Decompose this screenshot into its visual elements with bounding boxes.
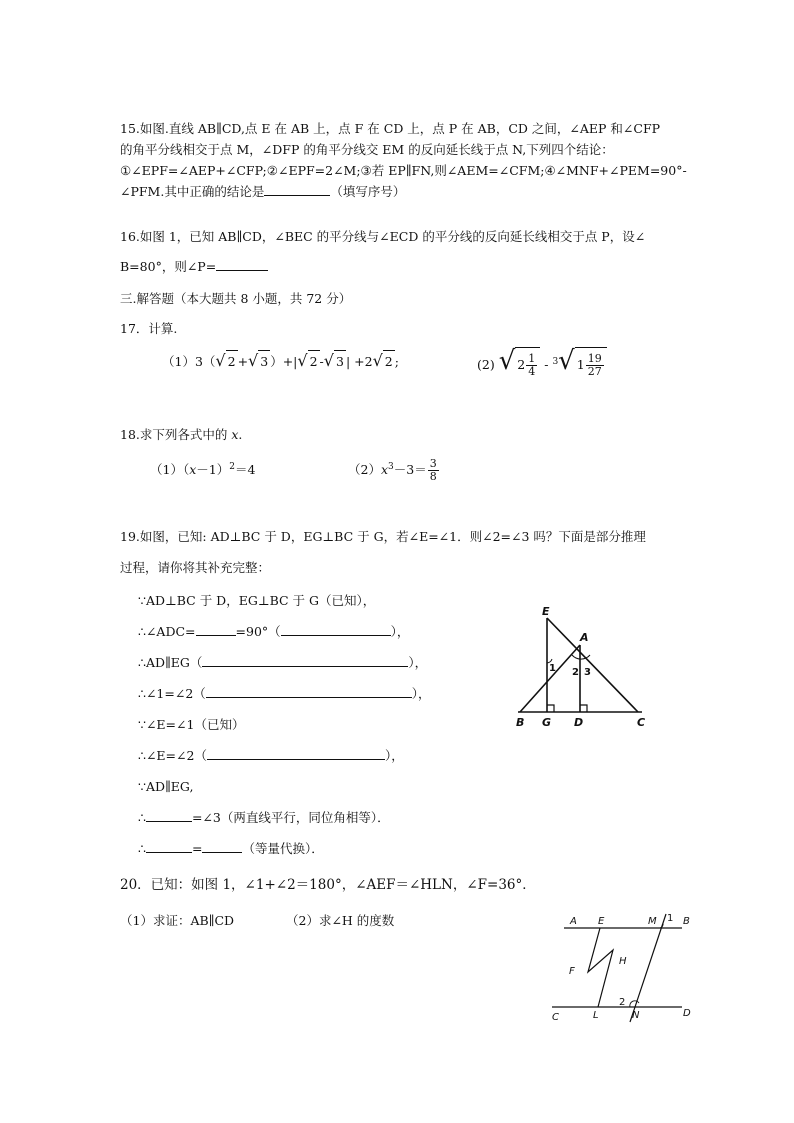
- q18-p2-a: （2）: [348, 462, 381, 478]
- q19-blank-reason-4[interactable]: [207, 747, 385, 760]
- segment-BA: [520, 645, 580, 712]
- q19-blank-reason-1[interactable]: [281, 623, 391, 636]
- q19-line-2: 过程，请你将其补充完整：: [120, 560, 271, 575]
- label-E: E: [542, 605, 550, 618]
- q19-step-7: ∵AD∥EG,: [138, 779, 194, 794]
- q17-p2-whole2: 1: [576, 357, 585, 372]
- q17-p2-label: (2): [477, 357, 495, 372]
- label-B: B: [516, 716, 525, 729]
- arc-angle-2: [630, 1001, 639, 1007]
- q17-p1-radicand-e: 2: [383, 350, 395, 373]
- right-angle-D: [580, 705, 587, 712]
- label-A: A: [580, 631, 589, 644]
- q16-line-2-text: B=80°，则∠P=: [120, 259, 217, 274]
- q19-s9-text: ∴: [138, 841, 146, 856]
- q17-p1-radicand-d: 3: [334, 350, 346, 373]
- q19-figure: [510, 605, 660, 735]
- section-3-title: 三.解答题（本大题共 8 小题，共 72 分）: [120, 291, 352, 306]
- q18-p2-exp: 3: [388, 462, 394, 472]
- q19-step-6: [138, 747, 404, 765]
- q17-p2-fraction-2: [586, 353, 604, 378]
- q17-part-1: [162, 350, 399, 373]
- q15-line-4: [120, 183, 405, 201]
- segment-EC: [547, 618, 638, 712]
- label-M: M: [648, 916, 657, 927]
- sqrt-sign: √: [215, 351, 226, 370]
- q19-s4-end: ），: [411, 686, 431, 701]
- q17-p2-num: 1: [528, 352, 536, 365]
- q17-title: 17．计算.: [120, 321, 178, 336]
- q15-line-4-end: （填写序号）: [330, 184, 406, 199]
- q18-p1-exp: 2: [229, 462, 235, 472]
- q19-step-9: [138, 840, 324, 858]
- q16-line-1: 16.如图 1，已知 AB∥CD，∠BEC 的平分线与∠ECD 的平分线的反向延长线相交于点 P，设∠: [120, 229, 646, 244]
- arc-angle-2-3: [572, 655, 590, 659]
- label-C: C: [637, 716, 646, 729]
- q19-step-1: ∵AD⊥BC 于 D，EG⊥BC 于 G（已知），: [138, 593, 376, 608]
- q19-blank-angle[interactable]: [196, 623, 236, 636]
- right-angle-G: [547, 705, 554, 712]
- label-angle-2: 2: [619, 997, 626, 1008]
- label-angle-2: 2: [572, 667, 579, 678]
- polyline-E-F-H-L: [588, 928, 613, 1007]
- q18-p1-c: ＝4: [234, 462, 256, 478]
- q15-line-3: ①∠EPF=∠AEP+∠CFP;②∠EPF=2∠M;③若 EP∥FN,则∠AEM=∠CFM;④∠MNF+∠PEM=90°-: [120, 163, 687, 178]
- q19-s3-end: ），: [408, 655, 428, 670]
- label-F: F: [569, 966, 575, 977]
- q18-p2-num: 3: [429, 457, 437, 471]
- transversal-MN: [630, 914, 666, 1022]
- label-E: E: [598, 916, 605, 927]
- q19-step-4: [138, 685, 431, 703]
- label-H: H: [619, 956, 627, 967]
- label-G: G: [542, 716, 552, 729]
- label-B: B: [683, 916, 690, 927]
- sqrt-sign: √: [297, 351, 308, 370]
- q15-line-1: 15.如图.直线 AB∥CD,点 E 在 AB 上，点 F 在 CD 上，点 P 在 AB，CD 之间，∠AEP 和∠CFP: [120, 121, 661, 136]
- q18-p1-var: x: [189, 462, 197, 478]
- label-D: D: [683, 1008, 691, 1019]
- q17-p1-radicand-a: 2: [226, 350, 238, 373]
- q18-p1-b: －1）: [196, 462, 230, 478]
- q20-figure: [550, 910, 700, 1025]
- q19-step-2: [138, 623, 409, 641]
- q19-step-8: [138, 809, 390, 827]
- label-N: N: [632, 1010, 640, 1021]
- q17-part-2: [477, 344, 607, 382]
- q17-p2-den2: 27: [587, 365, 602, 378]
- q19-s8-text: ∴: [138, 810, 146, 825]
- q17-p2-num2: 19: [587, 352, 602, 365]
- q19-s6-end: ），: [384, 748, 404, 763]
- label-C: C: [552, 1012, 559, 1023]
- q20-part-1: （1）求证：AB∥CD: [120, 913, 235, 928]
- q19-step-5: ∵∠E=∠1（已知）: [138, 717, 245, 732]
- q19-s9-end: （等量代换）．: [242, 841, 324, 856]
- q16-answer-blank[interactable]: [216, 258, 268, 271]
- q18-part-2: [348, 452, 440, 485]
- q19-s6-text: ∴∠E=∠2（: [138, 748, 207, 763]
- label-L: L: [593, 1010, 599, 1021]
- q19-blank-angle-4[interactable]: [202, 840, 242, 853]
- cube-root-sign: √: [558, 346, 575, 376]
- q19-s3-text: ∴AD∥EG（: [138, 655, 203, 670]
- label-angle-1: 1: [667, 913, 674, 924]
- q18-p2-var: x: [380, 462, 389, 478]
- q17-p1-label: （1）3（: [162, 354, 216, 369]
- q17-p2-radicand-2: [575, 347, 607, 382]
- q18-title-text: 18.求下列各式中的: [120, 427, 232, 442]
- q20-line-1: 20．已知：如图 1，∠1+∠2＝180°，∠AEF＝∠HLN，∠F=36°．: [120, 877, 536, 893]
- q18-title-end: .: [238, 427, 243, 442]
- q19-s8-end: =∠3（两直线平行，同位角相等）．: [191, 810, 390, 825]
- q15-answer-blank[interactable]: [264, 183, 330, 196]
- label-D: D: [574, 716, 584, 729]
- q19-s2-end: ），: [390, 624, 410, 639]
- label-angle-3: 3: [584, 667, 591, 678]
- q19-line-1: 19.如图，已知: AD⊥BC 于 D，EG⊥BC 于 G，若∠E=∠1．则∠2=∠3 吗？下面是部分推理: [120, 529, 646, 544]
- q18-p2-fraction: [428, 458, 439, 483]
- q17-p1-plus: +: [237, 354, 249, 369]
- sqrt-sign: √: [248, 351, 259, 370]
- q19-step-3: [138, 654, 427, 672]
- q19-s2-text: ∴∠ADC=: [138, 624, 196, 639]
- q17-p1-mid: ）+|: [270, 354, 298, 369]
- q19-s2-mid: =90°（: [235, 624, 281, 639]
- q15-line-2: 的角平分线相交于点 M，∠DFP 的角平分线交 EM 的反向延长线于点 N,下列四个结论：: [120, 142, 614, 157]
- q17-p2-radicand-1: [515, 347, 540, 382]
- q15-line-4-text: ∠PFM.其中正确的结论是: [120, 184, 265, 199]
- q17-p1-minus: -: [319, 354, 324, 369]
- q16-line-2: [120, 258, 268, 276]
- q19-blank-reason-2[interactable]: [202, 654, 408, 667]
- q18-p2-b: －3＝: [393, 462, 427, 478]
- q17-p2-den: 4: [528, 365, 536, 378]
- q17-p2-minus: -: [544, 357, 549, 372]
- q18-title-var: x: [231, 427, 239, 442]
- q18-p2-den: 8: [429, 470, 437, 484]
- q17-p2-fraction-1: [526, 353, 537, 378]
- sqrt-sign: √: [372, 351, 383, 370]
- q17-p2-whole: 2: [517, 357, 526, 372]
- label-A: A: [570, 916, 577, 927]
- q17-p2-root-index: 3: [552, 356, 559, 367]
- q17-p1-radicand-c: 2: [308, 350, 320, 373]
- q18-p1-a: （1）（: [150, 462, 190, 478]
- q19-blank-angle-2[interactable]: [146, 809, 192, 822]
- sqrt-sign: √: [323, 351, 334, 370]
- q18-title: [120, 426, 242, 444]
- q19-blank-angle-3[interactable]: [146, 840, 192, 853]
- label-angle-1: 1: [549, 663, 556, 674]
- q19-s9-eq: =: [191, 841, 203, 856]
- q19-blank-reason-3[interactable]: [206, 685, 412, 698]
- q17-p1-semicolon: ;: [394, 354, 399, 369]
- q19-s4-text: ∴∠1=∠2（: [138, 686, 206, 701]
- q18-part-1: [150, 458, 255, 479]
- q17-p1-end: | +2: [345, 354, 373, 369]
- sqrt-sign: √: [498, 346, 516, 376]
- q20-part-2: （2）求∠H 的度数: [286, 913, 395, 928]
- q17-p1-radicand-b: 3: [258, 350, 270, 373]
